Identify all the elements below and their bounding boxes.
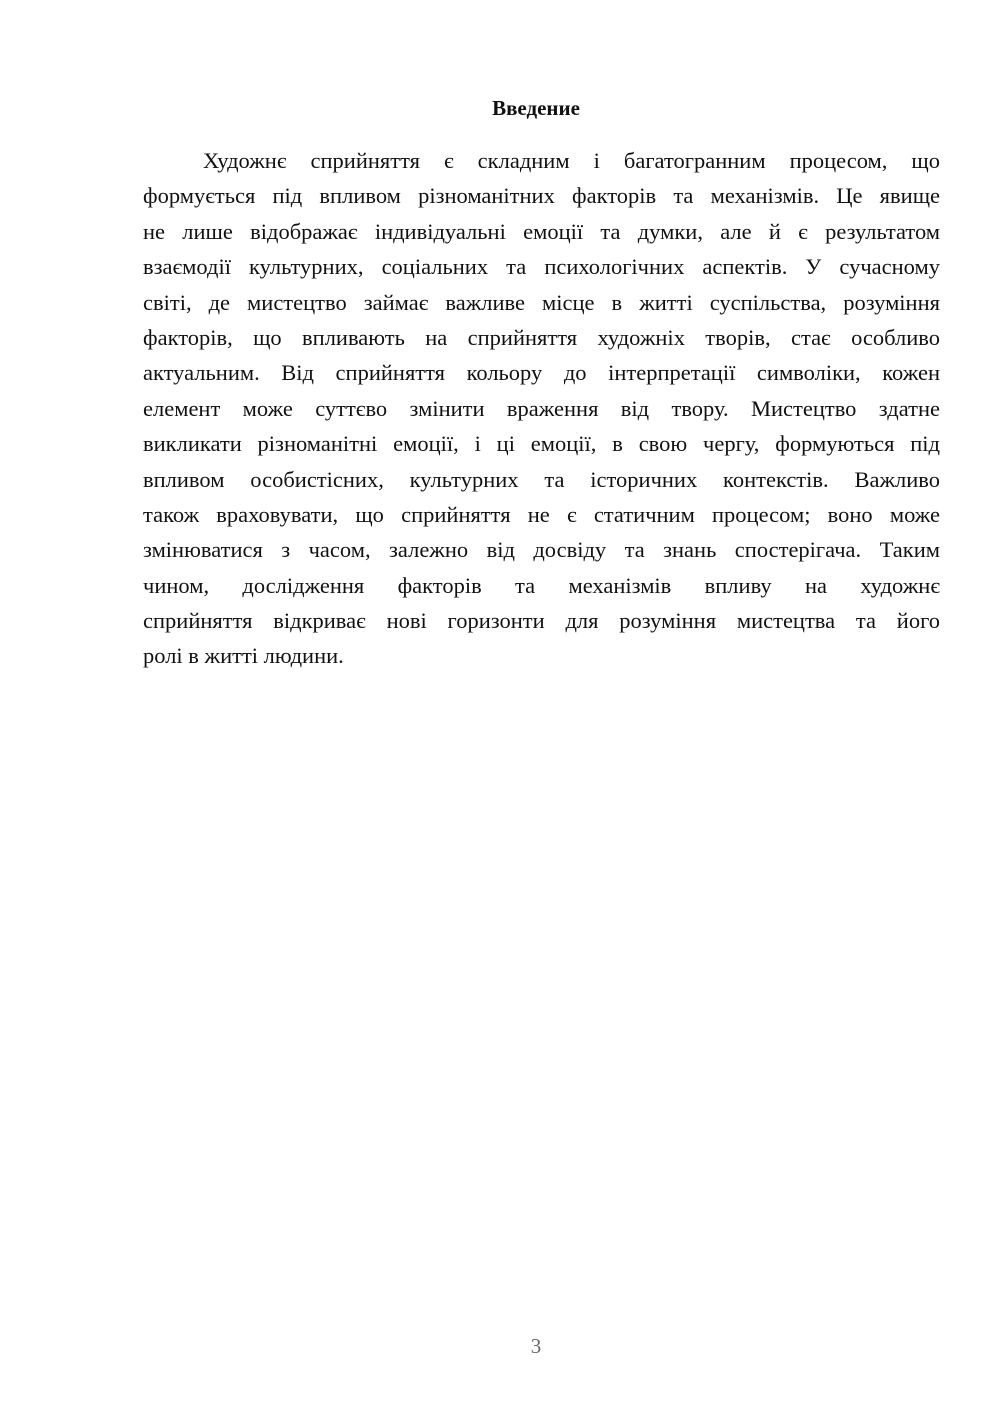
text-line: впливом особистісних, культурних та історичних контекстів. Важливо <box>143 466 940 492</box>
page-number: 3 <box>530 1334 542 1358</box>
text-line: чином, дослідження факторів та механізмів впливу на художнє <box>143 572 940 598</box>
text-line: не лише відображає індивідуальні емоції та думки, але й є результатом <box>143 218 940 244</box>
text-line: також враховувати, що сприйняття не є статичним процесом; воно може <box>143 501 940 527</box>
text-line: ролі в житті людини. <box>143 643 344 669</box>
text-line: викликати різноманітні емоції, і ці емоції, в свою чергу, формуються під <box>143 431 940 457</box>
text-line: елемент може суттєво змінити враження від твору. Мистецтво здатне <box>143 395 940 421</box>
section-heading: Введение <box>492 96 580 120</box>
text-line: сприйняття відкриває нові горизонти для розуміння мистецтва та його <box>143 608 940 634</box>
text-line: взаємодії культурних, соціальних та психологічних аспектів. У сучасному <box>143 254 940 280</box>
text-line: факторів, що впливають на сприйняття художніх творів, стає особливо <box>143 324 940 350</box>
text-line: світі, де мистецтво займає важливе місце в житті суспільства, розуміння <box>143 289 940 315</box>
text-line: Художнє сприйняття є складним і багатогранним процесом, що <box>203 148 940 173</box>
text-line: актуальним. Від сприйняття кольору до інтерпретації символіки, кожен <box>143 360 940 386</box>
body-paragraph <box>143 143 940 674</box>
text-line: змінюватися з часом, залежно від досвіду та знань спостерігача. Таким <box>143 537 940 563</box>
text-line: формується під впливом різноманітних факторів та механізмів. Це явище <box>143 183 940 209</box>
